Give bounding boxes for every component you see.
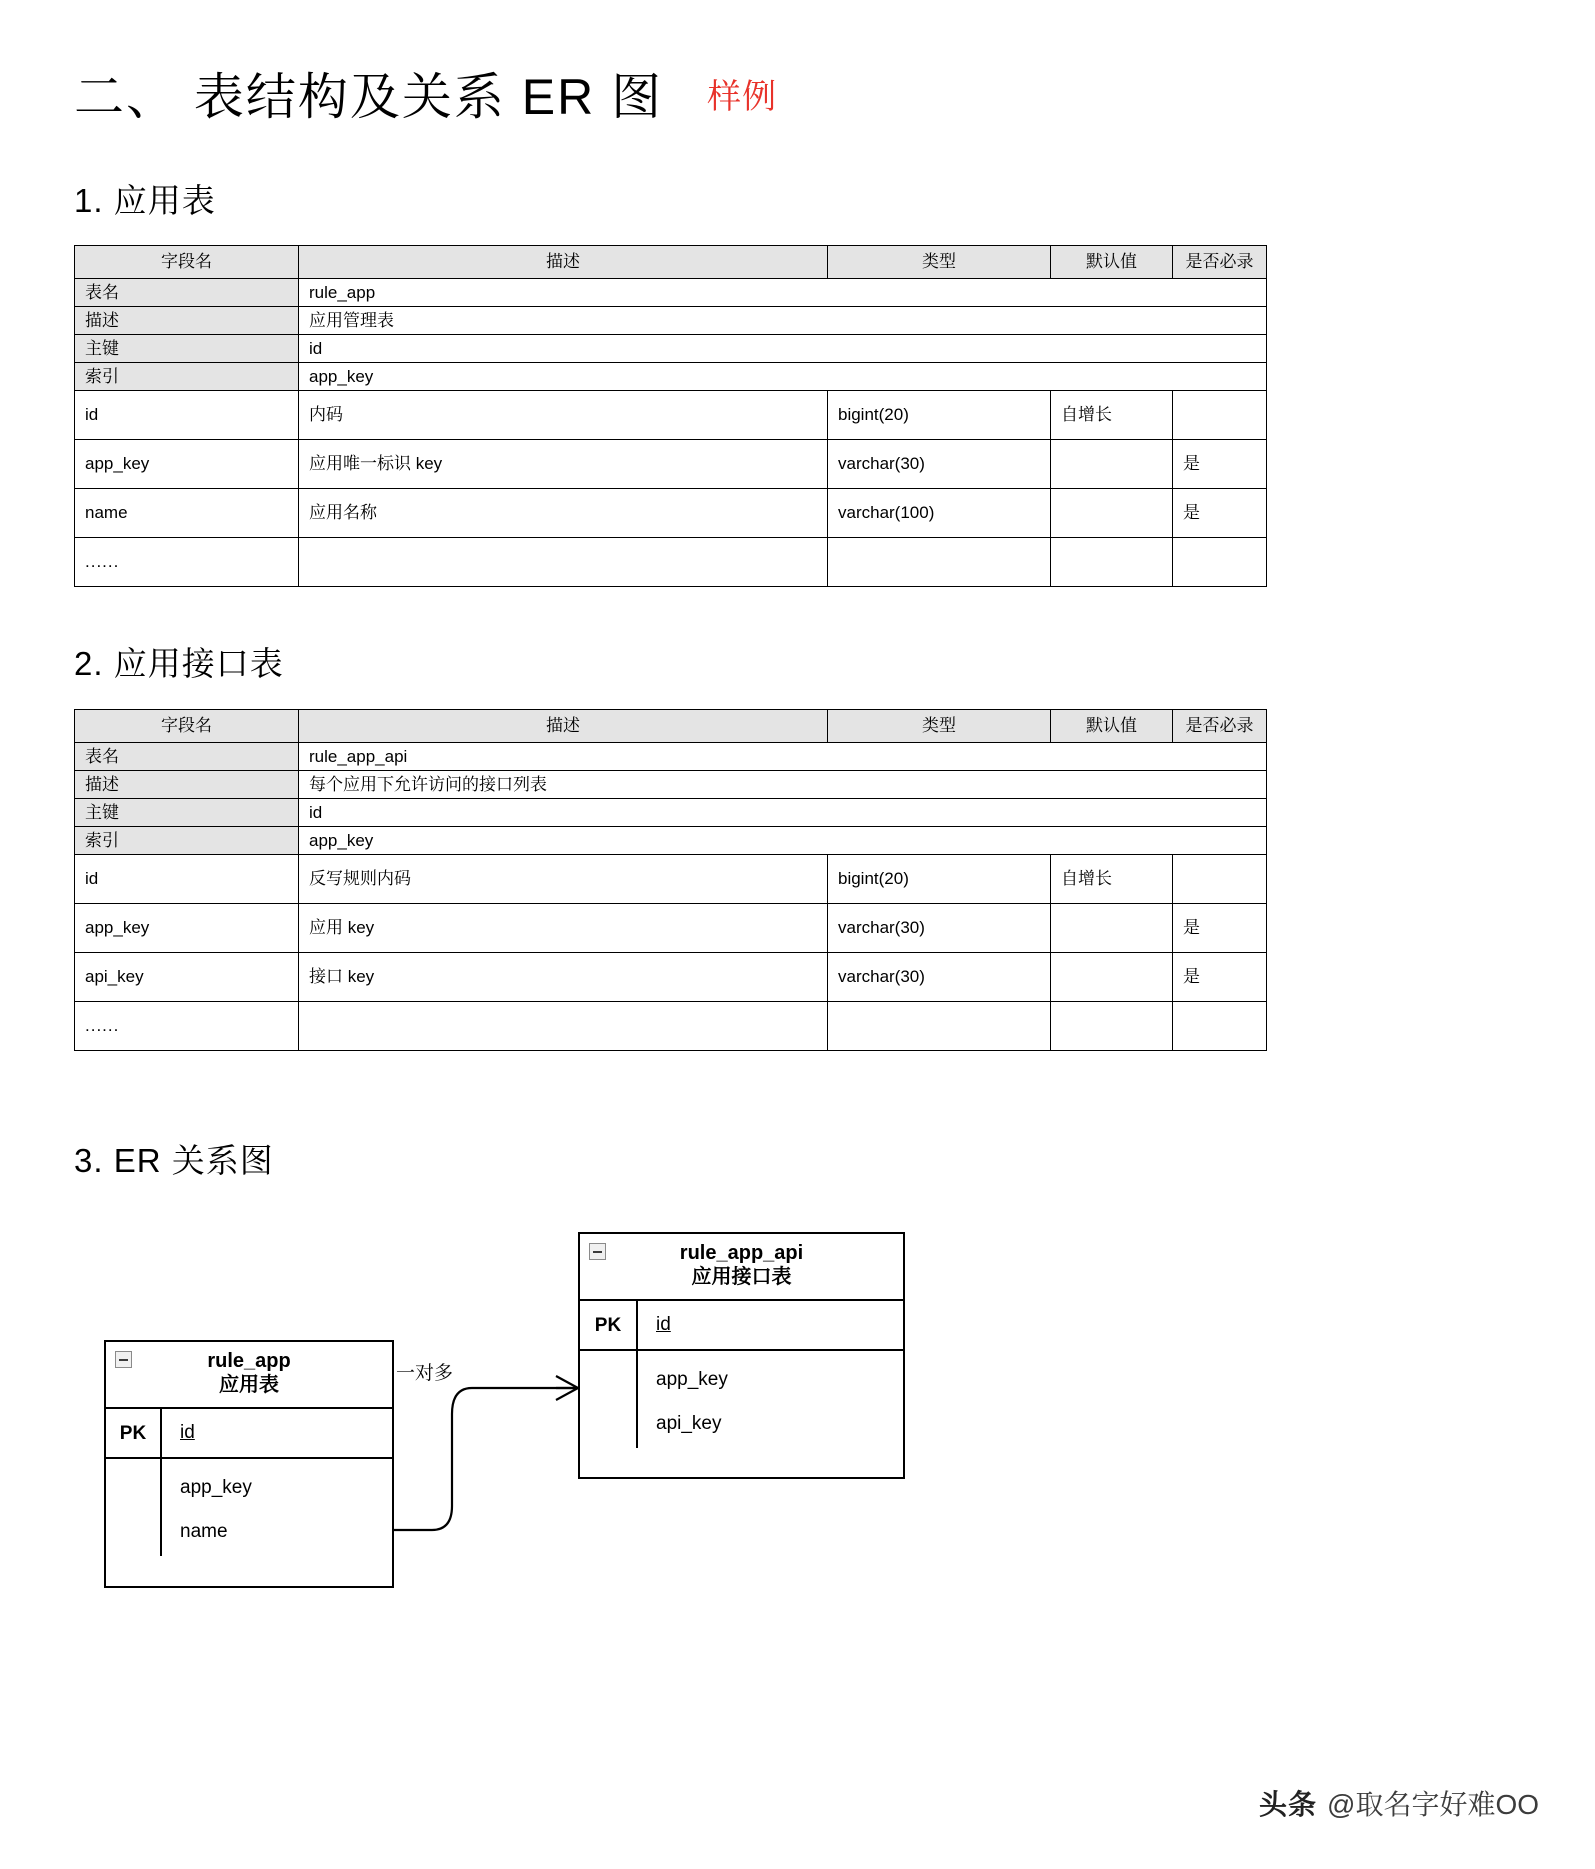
er-pk-field: id <box>180 1421 195 1443</box>
spec-table-rule-app-api <box>74 709 1267 1051</box>
table2-header <box>75 710 1267 743</box>
meta-value-primary-key: id <box>299 799 1267 827</box>
er-fields-row <box>580 1351 903 1448</box>
er-entity-cn-name: 应用表 <box>219 1374 279 1397</box>
er-pk-field: id <box>656 1313 671 1335</box>
meta-value-table-name: rule_app_api <box>299 743 1267 771</box>
watermark-handle: @取名字好难OO <box>1327 1789 1539 1820</box>
er-field: api_key <box>656 1412 722 1434</box>
table2-meta <box>75 743 1267 855</box>
cell-type: varchar(30) <box>828 440 1051 489</box>
col-header-default: 默认值 <box>1051 710 1173 743</box>
cell-type <box>828 1002 1051 1051</box>
er-fields-cell <box>162 1459 392 1556</box>
meta-value-table-name: rule_app <box>299 279 1267 307</box>
table2-body <box>75 855 1267 1051</box>
table-row <box>75 1002 1267 1051</box>
col-header-type: 类型 <box>828 710 1051 743</box>
cell-type: varchar(100) <box>828 489 1051 538</box>
cell-field: id <box>75 855 299 904</box>
cell-field: id <box>75 391 299 440</box>
col-header-desc: 描述 <box>299 246 828 279</box>
cell-required <box>1173 391 1267 440</box>
cell-default <box>1051 489 1173 538</box>
cell-required: 是 <box>1173 440 1267 489</box>
cell-required: 是 <box>1173 904 1267 953</box>
cell-field: app_key <box>75 440 299 489</box>
meta-value-index: app_key <box>299 363 1267 391</box>
table-row <box>75 771 1267 799</box>
table-row <box>75 363 1267 391</box>
cell-type: bigint(20) <box>828 391 1051 440</box>
er-field: name <box>180 1520 228 1542</box>
cell-field-ellipsis: ...... <box>75 538 299 587</box>
cell-field: app_key <box>75 904 299 953</box>
er-entity-name: rule_app_api <box>679 1242 804 1264</box>
cell-desc <box>299 538 828 587</box>
cell-type: varchar(30) <box>828 953 1051 1002</box>
er-field: app_key <box>656 1368 728 1390</box>
meta-value-index: app_key <box>299 827 1267 855</box>
cell-field: api_key <box>75 953 299 1002</box>
table-row <box>75 855 1267 904</box>
minus-box-icon[interactable] <box>115 1351 132 1368</box>
meta-label-index: 索引 <box>75 363 299 391</box>
col-header-required: 是否必录 <box>1173 710 1267 743</box>
cell-required: 是 <box>1173 953 1267 1002</box>
er-fk-label <box>106 1459 162 1556</box>
col-header-required: 是否必录 <box>1173 246 1267 279</box>
page-title-text: 二、 表结构及关系 ER 图 <box>74 69 664 125</box>
section-heading-1: 1. 应用表 <box>74 182 216 219</box>
table-header-row <box>75 246 1267 279</box>
table-row <box>75 279 1267 307</box>
er-fields-cell <box>638 1351 903 1448</box>
er-entity-rule-app[interactable] <box>104 1340 394 1588</box>
er-entity-header <box>106 1342 392 1409</box>
table1-meta <box>75 279 1267 391</box>
table-row <box>75 307 1267 335</box>
col-header-type: 类型 <box>828 246 1051 279</box>
er-entity-rule-app-api[interactable] <box>578 1232 905 1479</box>
meta-label-primary-key: 主键 <box>75 335 299 363</box>
watermark-logo: 头条 <box>1259 1789 1318 1820</box>
sample-badge: 样例 <box>707 78 778 116</box>
col-header-desc: 描述 <box>299 710 828 743</box>
cell-field: name <box>75 489 299 538</box>
cell-desc: 应用唯一标识 key <box>299 440 828 489</box>
er-pk-label: PK <box>106 1409 162 1457</box>
cell-required <box>1173 855 1267 904</box>
meta-label-table-name: 表名 <box>75 279 299 307</box>
cell-default <box>1051 953 1173 1002</box>
table-header-row <box>75 710 1267 743</box>
er-pk-row <box>106 1409 392 1459</box>
table-row <box>75 538 1267 587</box>
er-relationship-label: 一对多 <box>396 1363 454 1384</box>
table-row <box>75 391 1267 440</box>
watermark <box>1259 1783 1539 1823</box>
meta-label-primary-key: 主键 <box>75 799 299 827</box>
cell-default <box>1051 440 1173 489</box>
cell-desc: 反写规则内码 <box>299 855 828 904</box>
er-pk-label: PK <box>580 1301 638 1349</box>
page-title <box>74 70 777 125</box>
table-row <box>75 440 1267 489</box>
cell-desc <box>299 1002 828 1051</box>
col-header-field: 字段名 <box>75 710 299 743</box>
table-row <box>75 904 1267 953</box>
meta-value-description: 应用管理表 <box>299 307 1267 335</box>
cell-type: varchar(30) <box>828 904 1051 953</box>
meta-label-description: 描述 <box>75 771 299 799</box>
cell-required <box>1173 1002 1267 1051</box>
cell-field-ellipsis: ...... <box>75 1002 299 1051</box>
cell-required <box>1173 538 1267 587</box>
cell-type: bigint(20) <box>828 855 1051 904</box>
cell-desc: 应用 key <box>299 904 828 953</box>
er-fk-label <box>580 1351 638 1448</box>
section-heading-3: 3. ER 关系图 <box>74 1142 274 1179</box>
cell-default: 自增长 <box>1051 391 1173 440</box>
er-entity-cn-name: 应用接口表 <box>691 1266 792 1289</box>
cell-default <box>1051 538 1173 587</box>
er-field: app_key <box>180 1476 252 1498</box>
section-heading-2: 2. 应用接口表 <box>74 645 284 682</box>
col-header-default: 默认值 <box>1051 246 1173 279</box>
er-pk-cell <box>638 1301 903 1349</box>
cell-desc: 接口 key <box>299 953 828 1002</box>
minus-box-icon[interactable] <box>589 1243 606 1260</box>
col-header-field: 字段名 <box>75 246 299 279</box>
table1-header <box>75 246 1267 279</box>
meta-value-primary-key: id <box>299 335 1267 363</box>
table-row <box>75 799 1267 827</box>
cell-default: 自增长 <box>1051 855 1173 904</box>
meta-value-description: 每个应用下允许访问的接口列表 <box>299 771 1267 799</box>
cell-desc: 应用名称 <box>299 489 828 538</box>
cell-default <box>1051 904 1173 953</box>
er-fields-row <box>106 1459 392 1556</box>
table-row <box>75 953 1267 1002</box>
meta-label-description: 描述 <box>75 307 299 335</box>
cell-type <box>828 538 1051 587</box>
table1-body <box>75 391 1267 587</box>
spec-table-rule-app <box>74 245 1267 587</box>
meta-label-table-name: 表名 <box>75 743 299 771</box>
table-row <box>75 827 1267 855</box>
cell-default <box>1051 1002 1173 1051</box>
table-row <box>75 335 1267 363</box>
table-row <box>75 489 1267 538</box>
er-entity-name: rule_app <box>207 1350 291 1372</box>
meta-label-index: 索引 <box>75 827 299 855</box>
er-entity-header <box>580 1234 903 1301</box>
er-diagram <box>0 1190 1595 1620</box>
er-pk-cell <box>162 1409 392 1457</box>
cell-required: 是 <box>1173 489 1267 538</box>
table-row <box>75 743 1267 771</box>
cell-desc: 内码 <box>299 391 828 440</box>
er-pk-row <box>580 1301 903 1351</box>
